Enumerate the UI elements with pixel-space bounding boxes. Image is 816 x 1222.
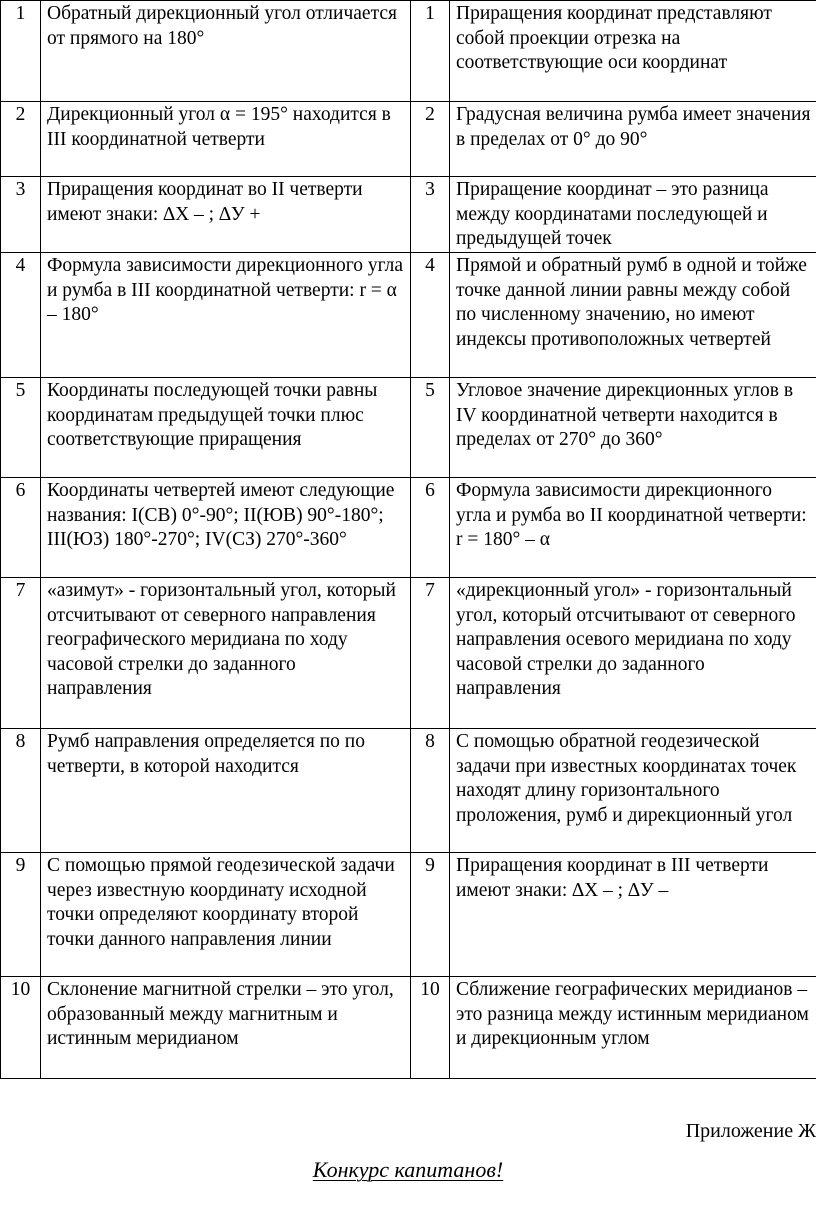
table-row	[1, 977, 816, 1079]
right-statement: Приращения координат представляют собой проекции отрезка на соответствующие оси координат	[450, 1, 816, 102]
right-item-number: 4	[411, 253, 450, 378]
left-statement: С помощью прямой геодезической задачи через известную координату исходной точки определяют координату второй точки данного направления линии	[41, 853, 411, 977]
table-row	[1, 378, 816, 478]
statements-table-body	[1, 1, 816, 1079]
right-statement: Приращения координат в III четверти имеют знаки: ∆Х – ; ∆У –	[450, 853, 816, 977]
left-statement: Координаты последующей точки равны координатам предыдущей точки плюс соответствующие приращения	[41, 378, 411, 478]
left-statement: Координаты четвертей имеют следующие названия: I(СВ) 0°-90°; II(ЮВ) 90°-180°; III(ЮЗ) 180°-270°; IV(СЗ) 270°-360°	[41, 478, 411, 578]
left-statement: Склонение магнитной стрелки – это угол, образованный между магнитным и истинным меридианом	[41, 977, 411, 1079]
left-item-number: 8	[1, 729, 41, 853]
right-item-number: 7	[411, 578, 450, 729]
table-row	[1, 1, 816, 102]
left-statement: Румб направления определяется по по четверти, в которой находится	[41, 729, 411, 853]
right-statement: Прямой и обратный румб в одной и тойже точке данной линии равны между собой по численному значению, но имеют индексы противоположных четвертей	[450, 253, 816, 378]
left-item-number: 1	[1, 1, 41, 102]
right-item-number: 3	[411, 177, 450, 253]
right-item-number: 1	[411, 1, 450, 102]
left-item-number: 6	[1, 478, 41, 578]
right-item-number: 2	[411, 102, 450, 177]
left-item-number: 10	[1, 977, 41, 1079]
table-row	[1, 478, 816, 578]
left-item-number: 7	[1, 578, 41, 729]
right-statement: Угловое значение дирекционных углов в IV координатной четверти находится в пределах от 270° до 360°	[450, 378, 816, 478]
contest-title: Конкурс капитанов!	[312, 1157, 504, 1182]
table-row	[1, 578, 816, 729]
right-statement: С помощью обратной геодезической задачи при известных координатах точек находят длину горизонтального проложения, румб и дирекционный угол	[450, 729, 816, 853]
left-statement: «азимут» - горизонтальный угол, который отсчитывают от северного направления географического меридиана по ходу часовой стрелки до заданного направления	[41, 578, 411, 729]
table-row	[1, 729, 816, 853]
table-row	[1, 177, 816, 253]
right-statement: Формула зависимости дирекционного угла и румба во II координатной четверти: r = 180° – α	[450, 478, 816, 578]
table-row	[1, 102, 816, 177]
left-item-number: 9	[1, 853, 41, 977]
left-item-number: 2	[1, 102, 41, 177]
left-item-number: 5	[1, 378, 41, 478]
right-statement: «дирекционный угол» - горизонтальный угол, который отсчитывают от северного направления осевого меридиана по ходу часовой стрелки до заданного направления	[450, 578, 816, 729]
left-item-number: 4	[1, 253, 41, 378]
right-statement: Градусная величина румба имеет значения в пределах от 0° до 90°	[450, 102, 816, 177]
right-item-number: 5	[411, 378, 450, 478]
table-row	[1, 253, 816, 378]
right-item-number: 9	[411, 853, 450, 977]
right-statement: Сближение географических меридианов – это разница между истинным меридианом и дирекционным углом	[450, 977, 816, 1079]
table-row	[1, 853, 816, 977]
left-statement: Приращения координат во II четверти имеют знаки: ∆Х – ; ∆У +	[41, 177, 411, 253]
appendix-label: Приложение Ж	[685, 1120, 816, 1142]
left-statement: Дирекционный угол α = 195° находится в III координатной четверти	[41, 102, 411, 177]
right-item-number: 8	[411, 729, 450, 853]
right-item-number: 10	[411, 977, 450, 1079]
left-statement: Обратный дирекционный угол отличается от прямого на 180°	[41, 1, 411, 102]
right-item-number: 6	[411, 478, 450, 578]
right-statement: Приращение координат – это разница между координатами последующей и предыдущей точек	[450, 177, 816, 253]
left-statement: Формула зависимости дирекционного угла и румба в III координатной четверти: r = α – 180°	[41, 253, 411, 378]
left-item-number: 3	[1, 177, 41, 253]
